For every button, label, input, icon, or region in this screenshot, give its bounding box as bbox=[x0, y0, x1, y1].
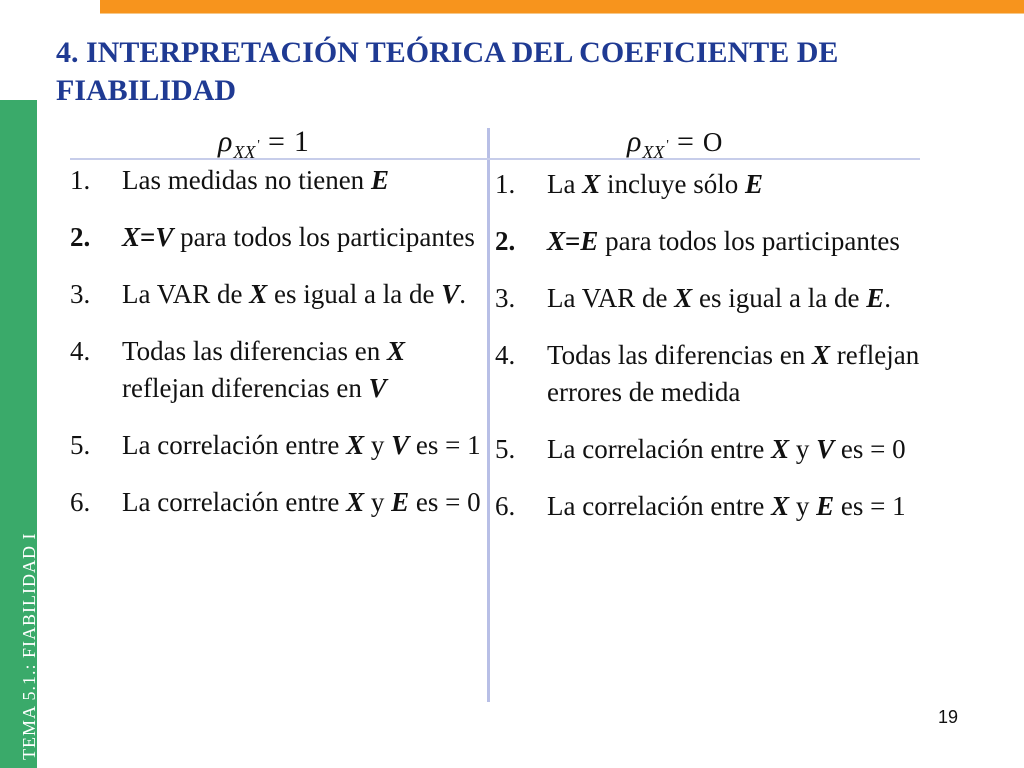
item-variable: E bbox=[744, 169, 763, 199]
formula-value: 1 bbox=[293, 125, 309, 158]
item-text: La VAR de bbox=[122, 279, 250, 309]
item-variable: X bbox=[387, 336, 406, 366]
item-number: 1. bbox=[70, 165, 91, 195]
item-variable: V bbox=[391, 430, 410, 460]
formula-subscript: XX bbox=[233, 142, 256, 162]
item-text: es igual a la de bbox=[267, 279, 442, 309]
item-variable: X bbox=[674, 283, 693, 313]
item-text: y bbox=[364, 487, 392, 517]
side-label: TEMA 5.1.: FIABILIDAD I bbox=[19, 532, 39, 760]
item-text: y bbox=[789, 491, 817, 521]
rho-symbol: ρ bbox=[218, 125, 233, 158]
item-operator: = bbox=[140, 222, 156, 252]
item-number: 3. bbox=[70, 279, 91, 309]
item-text: La VAR de bbox=[547, 283, 675, 313]
item-text: Todas las diferencias en bbox=[547, 340, 813, 370]
item-text: La correlación entre bbox=[547, 434, 772, 464]
item-variable: V bbox=[816, 434, 835, 464]
item-text: . bbox=[459, 279, 466, 309]
item-text: es = 0 bbox=[409, 487, 481, 517]
item-text: La correlación entre bbox=[122, 487, 347, 517]
list-item bbox=[70, 162, 485, 199]
list-item bbox=[70, 484, 485, 521]
item-text: es = 1 bbox=[409, 430, 481, 460]
item-number: 2. bbox=[495, 226, 516, 256]
item-number: 3. bbox=[495, 283, 516, 313]
item-text: reflejan errores de medida bbox=[547, 340, 920, 407]
item-text: La correlación entre bbox=[547, 491, 772, 521]
left-list bbox=[70, 162, 485, 541]
item-text: para todos los participantes bbox=[598, 226, 900, 256]
formula-prime: ' bbox=[257, 138, 260, 153]
item-number: 5. bbox=[495, 434, 516, 464]
rho-symbol: ρ bbox=[627, 125, 642, 158]
item-variable: E bbox=[391, 487, 410, 517]
item-text: para todos los participantes bbox=[173, 222, 475, 252]
top-accent-line bbox=[100, 13, 1024, 14]
item-variable: E bbox=[816, 491, 835, 521]
list-item bbox=[70, 333, 485, 407]
item-variable: E bbox=[370, 165, 389, 195]
formula-right bbox=[627, 125, 722, 169]
right-list bbox=[495, 166, 925, 545]
formula-subscript: XX bbox=[642, 142, 665, 162]
item-number: 5. bbox=[70, 430, 91, 460]
item-variable: V bbox=[155, 222, 174, 252]
item-text: es = 0 bbox=[834, 434, 906, 464]
item-variable: X bbox=[249, 279, 268, 309]
item-text: Las medidas no tienen bbox=[122, 165, 371, 195]
item-text: es igual a la de bbox=[692, 283, 867, 313]
list-item bbox=[495, 337, 925, 411]
item-variable: V bbox=[368, 373, 387, 403]
item-variable: X bbox=[547, 226, 566, 256]
item-number: 4. bbox=[70, 336, 91, 366]
item-text: reflejan diferencias en bbox=[122, 373, 369, 403]
item-variable: X bbox=[771, 491, 790, 521]
item-operator: = bbox=[565, 226, 581, 256]
list-item bbox=[70, 276, 485, 313]
item-text: y bbox=[789, 434, 817, 464]
item-variable: E bbox=[580, 226, 599, 256]
list-item bbox=[70, 219, 485, 256]
item-number: 1. bbox=[495, 169, 516, 199]
item-number: 6. bbox=[495, 491, 516, 521]
item-text: La bbox=[547, 169, 583, 199]
item-variable: X bbox=[771, 434, 790, 464]
page-number: 19 bbox=[938, 707, 959, 727]
item-text: Todas las diferencias en bbox=[122, 336, 388, 366]
list-item bbox=[495, 280, 925, 317]
item-text: es = 1 bbox=[834, 491, 906, 521]
item-text: y bbox=[364, 430, 392, 460]
item-variable: X bbox=[122, 222, 141, 252]
list-item bbox=[495, 223, 925, 260]
item-number: 2. bbox=[70, 222, 91, 252]
item-variable: X bbox=[812, 340, 831, 370]
item-text: . bbox=[884, 283, 891, 313]
top-accent-bar bbox=[100, 0, 1024, 13]
item-text: incluye sólo bbox=[600, 169, 745, 199]
list-item bbox=[495, 488, 925, 525]
item-text: La correlación entre bbox=[122, 430, 347, 460]
formula-equals: = bbox=[676, 125, 694, 158]
item-variable: X bbox=[346, 430, 365, 460]
item-number: 6. bbox=[70, 487, 91, 517]
list-item bbox=[495, 166, 925, 203]
item-number: 4. bbox=[495, 340, 516, 370]
list-item bbox=[70, 427, 485, 464]
column-divider bbox=[487, 128, 490, 702]
list-item bbox=[495, 431, 925, 468]
item-variable: V bbox=[441, 279, 460, 309]
header-rule bbox=[70, 158, 920, 160]
slide-title: 4. INTERPRETACIÓN TEÓRICA DEL COEFICIENTE DE FIABILIDAD bbox=[56, 36, 839, 107]
formula-equals: = bbox=[267, 125, 285, 158]
formula-prime: ' bbox=[666, 138, 669, 153]
item-variable: X bbox=[346, 487, 365, 517]
formula-value: O bbox=[702, 127, 723, 157]
item-variable: E bbox=[866, 283, 885, 313]
item-variable: X bbox=[582, 169, 601, 199]
